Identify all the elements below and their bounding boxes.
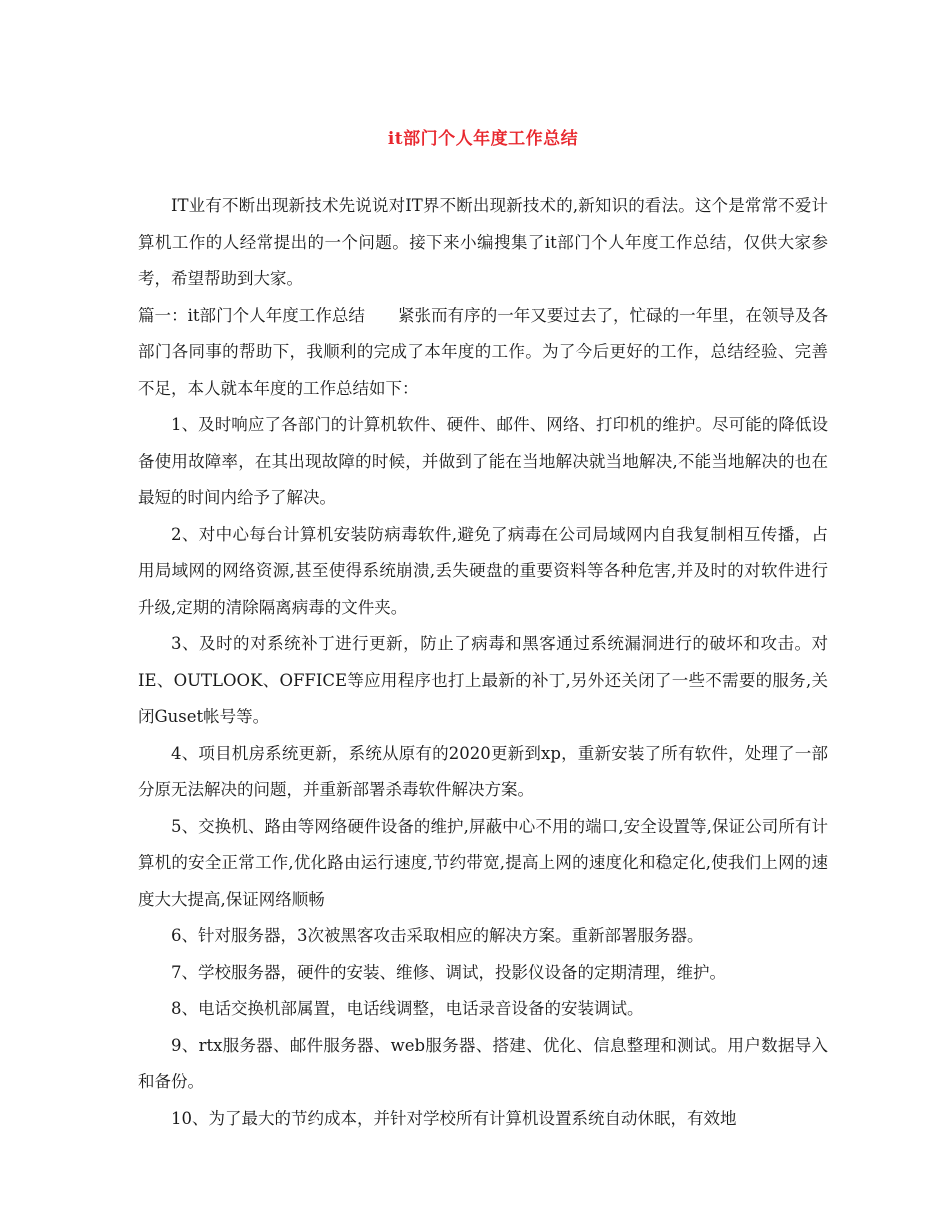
document-body [138, 188, 828, 1137]
document-title: it部门个人年度工作总结 [387, 129, 579, 149]
paragraph-item-4: 4、项目机房系统更新，系统从原有的2020更新到xp，重新安装了所有软件，处理了一部分原无法解决的问题，并重新部署杀毒软件解决方案。 [138, 743, 828, 799]
document-page [138, 0, 828, 1230]
paragraph-item-9: 9、rtx服务器、邮件服务器、web服务器、搭建、优化、信息整理和测试。用户数据导入和备份。 [138, 1035, 828, 1091]
paragraph-item-1: 1、及时响应了各部门的计算机软件、硬件、邮件、网络、打印机的维护。尽可能的降低设备使用故障率，在其出现故障的时候，并做到了能在当地解决就当地解决,不能当地解决的也在最短的时间内给予了解决。 [138, 415, 828, 507]
paragraph-item-3: 3、及时的对系统补丁进行更新，防止了病毒和黑客通过系统漏洞进行的破坏和攻击。对IE、OUTLOOK、OFFICE等应用程序也打上最新的补丁,另外还关闭了一些不需要的服务,关闭Guset帐号等。 [138, 634, 828, 726]
paragraph-item-7: 7、学校服务器，硬件的安装、维修、调试，投影仪设备的定期清理，维护。 [171, 962, 726, 982]
paragraph-item-10: 10、为了最大的节约成本，并针对学校所有计算机设置系统自动休眠，有效地 [171, 1108, 737, 1128]
paragraph-section-heading: 篇一：it部门个人年度工作总结 紧张而有序的一年又要过去了，忙碌的一年里，在领导及各部门各同事的帮助下，我顺利的完成了本年度的工作。为了今后更好的工作，总结经验、完善不足，本人就本年度的工作总结如下： [138, 305, 828, 398]
paragraph-item-2: 2、对中心每台计算机安装防病毒软件,避免了病毒在公司局域网内自我复制相互传播，占用局域网的网络资源,甚至使得系统崩溃,丢失硬盘的重要资料等各种危害,并及时的对软件进行升级,定期的清除隔离病毒的文件夹。 [138, 524, 828, 617]
paragraph-item-6: 6、针对服务器，3次被黑客攻击采取相应的解决方案。重新部署服务器。 [171, 926, 704, 945]
paragraph-item-8: 8、电话交换机部属置，电话线调整，电话录音设备的安装调试。 [171, 999, 644, 1018]
paragraph-intro: IT业有不断出现新技术先说说对IT界不断出现新技术的,新知识的看法。这个是常常不爱计算机工作的人经常提出的一个问题。接下来小编搜集了it部门个人年度工作总结，仅供大家参考，希望帮助到大家。 [138, 196, 828, 288]
paragraph-item-5: 5、交换机、路由等网络硬件设备的维护,屏蔽中心不用的端口,安全设置等,保证公司所有计算机的安全正常工作,优化路由运行速度,节约带宽,提高上网的速度化和稳定化,使我们上网的速度大大提高,保证网络顺畅 [138, 816, 828, 909]
